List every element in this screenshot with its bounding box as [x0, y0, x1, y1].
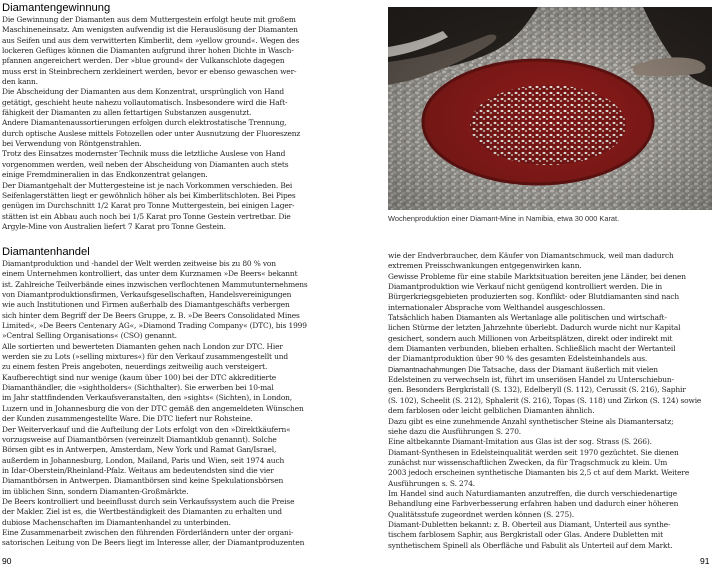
heading-diamantengewinnung: Diamantengewinnung [2, 2, 111, 14]
left-column [2, 2, 357, 232]
text-line: durch optische Auslese mittels Fotozellen oder unter Ausnutzung der Fluoreszenz [2, 128, 301, 138]
text-line: im üblichen Sinn, sondern Diamanten-Großmärkte. [2, 486, 189, 496]
text-line: 2003 jedoch erscheinen synthetische Diamanten bis 2,5 ct auf dem Markt. Weitere [388, 468, 690, 478]
text-line: wie der Endverbraucher, dem Käufer von Diamantschmuck, weil man dadurch [388, 251, 674, 260]
text-line: Edelsteinen zu verwechseln ist, führt im unseriösen Handel zu Unterschiebun- [388, 375, 674, 385]
text-line: außerdem in Johannesburg, London, Mailand, Paris und Wien, seit 1974 auch [2, 455, 285, 465]
text-line: satorischen Leitung von De Beers liegt im Interesse aller, der Diamantproduzenten [2, 538, 305, 548]
text-line: wie auch Institutionen und Firmen außerhalb des Diamantgeschäfts verbergen [2, 300, 290, 310]
text-line: stätten ist ein Abbau auch noch bei 1/5 Karat pro Tonne Gestein vertretbar. Die [2, 211, 291, 221]
text-line: De Beers kontrolliert und beeinflusst durch sein Verkaufssystem auch die Preise [2, 496, 295, 506]
text-line: muss erst in Steinbrechern zerkleinert werden, bevor er ebenso gewaschen wer- [2, 66, 297, 76]
text-line: »Central Selling Organisations« (CSO) genannt. [2, 331, 177, 341]
left-column-lower [2, 246, 357, 549]
text-line: Tatsächlich haben Diamanten als Wertanlage alle politischen und wirtschaft- [388, 313, 667, 323]
photo-illustration [388, 7, 712, 210]
text-line: Dazu gibt es eine zunehmende Anzahl synthetischer Steine als Diamantersatz; [388, 416, 674, 426]
text-line: Im Handel sind auch Naturdiamanten anzutreffen, die durch verschiedenartige [388, 488, 677, 498]
text-line: Maschineneinsatz. Am wenigsten aufwendig ist die Herauslösung der Diamanten [2, 25, 298, 35]
text-line: synthetischem Spinell als Oberfläche und Fabulit als Unterteil auf dem Markt. [388, 540, 673, 550]
text-line: einige Fremdmineralien in das Endkonzentrat gelangen. [2, 170, 208, 180]
page-number-left: 90 [2, 556, 12, 566]
text-line: dubiose Machenschaften im Diamantenhandel zu unterbinden. [2, 517, 231, 527]
text-line: extremen Preisschwankungen entgegenwirken kann. [388, 261, 582, 271]
text-line: zu einem festen Preis angeboten, neuerdings zeitweilig auch versteigert. [2, 362, 268, 372]
text-line: Limited«, »De Beers Centenary AG«, »Diamond Trading Company« (DTC), bis 1999 [2, 321, 307, 331]
paragraph-marktsituation [388, 251, 720, 551]
text-line: Ausführungen s. S. 274. [388, 478, 475, 488]
paragraph-gewinnung [2, 15, 357, 232]
text-line: vorgenommen werden, weil neben der Abscheidung von Diamanten auch stets [2, 159, 289, 169]
text-line: siehe dazu die Ausführungen S. 270. [388, 426, 521, 436]
text-line: aus Seifen und aus dem verwitterten Kimberlit, dem »yellow ground«. Wegen des [2, 35, 300, 45]
text-line: Der Weiterverkauf und die Aufteilung der Lots erfolgt von den »Direktkäufern« [2, 424, 291, 434]
text-line: Der Diamantgehalt der Muttergesteine ist je nach Vorkommen verschieden. Bei [2, 180, 293, 190]
text-line: der Makler. Ziel ist es, die Wertbeständigkeit des Diamanten zu erhalten und [2, 507, 282, 517]
paragraph-handel [2, 259, 357, 549]
text-line: Eine altbekannte Diamant-Imitation aus Glas ist der sog. Strass (S. 266). [388, 437, 652, 447]
text-line: Seifenlagerstätten liegt er gewöhnlich höher als bei Kimberlitschloten. Bei Pipes [2, 190, 296, 200]
text-line: Alle sortierten und bewerteten Diamanten gehen nach London zur DTC. Hier [2, 341, 283, 351]
text-line: in Idar-Oberstein/Rheinland-Pfalz. Weitaus am bedeutendsten sind die vier [2, 465, 274, 475]
text-line: Bürgerkriegsgebieten produzierten sog. Konflikt- oder Blutdiamanten sind nach [388, 292, 680, 302]
text-line: Behandlung eine Farbverbesserung erfahren haben und dadurch einer höheren [388, 499, 679, 509]
text-line: Diamant-Dubletten bekannt: z. B. Oberteil aus Diamant, Unterteil aus synthe- [388, 519, 671, 529]
text-line: einem Unternehmen kontrolliert, das unter dem Kurznamen »De Beers« bekannt [2, 269, 298, 279]
text-line: Börsen gibt es in Antwerpen, Amsterdam, New York und Ramat Gan/Israel, [2, 445, 277, 455]
text-line: den kann. [2, 77, 38, 87]
text-line: Die Abscheidung der Diamanten aus dem Konzentrat, ursprünglich von Hand [2, 87, 284, 97]
heading-diamantenhandel: Diamantenhandel [2, 246, 90, 258]
text-line: lockeren Gefüges können die Diamanten aufgrund ihrer hohen Dichte in Wasch- [2, 46, 294, 56]
text-line: Qualitätsstufe zugeordnet werden können (S. 275). [388, 509, 575, 519]
text-line: der Kunden zusammengestellte Ware. Die DTC liefert nur Rohsteine. [2, 414, 253, 424]
text-line: von Diamantproduktionsfirmen, Verkaufsgesellschaften, Handelsvereinigungen [2, 290, 292, 300]
text-line: Gewisse Probleme für eine stabile Marktsituation bereiten jene Länder, bei denen [388, 271, 686, 281]
text-line: gen. Besonders Bergkristall (S. 132), Edelberyll (S. 112), Cerussit (S. 216), Saphir [388, 385, 686, 395]
text-line: bei Verwendung von Röntgenstrahlen. [2, 139, 142, 149]
right-column [388, 251, 720, 551]
text-line: pfannen angereichert werden. Der »blue ground« der Vulkanschlote dagegen [2, 56, 285, 66]
text-line: Diamantproduktion wie Verkauf nicht genügend kontrolliert werden. Die in [388, 282, 662, 292]
text-line: internationaler Absprache vom Welthandel ausgeschlossen. [388, 302, 606, 312]
text-line: der Diamantproduktion über 90 % des gesamten Edelsteinhandels aus. [388, 354, 648, 364]
text-line: Die Gewinnung der Diamanten aus dem Muttergestein erfolgt heute mit großem [2, 15, 296, 24]
text-line: im Jahr stattfindenden Verkaufsveranstalten, den »sights« (Sichten), in London, [2, 393, 293, 403]
text-line: genügen im Durchschnitt 1/2 Karat pro Tonne Muttergestein, bei einigen Lager- [2, 201, 295, 211]
diamond-sorting-photo [388, 7, 712, 210]
text-line: Andere Diamantenaussortierungen erfolgen durch elektrostatische Trennung, [2, 118, 287, 128]
text-line: Diamanthändler, die »sightholders« (Sichthalter). Sie erwerben bei 10-mal [2, 383, 274, 393]
text-line: ist. Zahlreiche Teilverbände eines inzwischen verflochtenen Mammutunternehmens [2, 279, 308, 289]
runin-text: Die Tatsache, dass der Diamant äußerlich mit vielen [465, 364, 658, 374]
text-line: getätigt, geschieht heute nahezu vollautomatisch. Insbesondere wird die Haft- [2, 97, 288, 107]
text-line: vorzugsweise auf Diamantbörsen (vereinzelt Diamantklub genannt). Solche [2, 434, 277, 444]
text-line: Diamantbörsen in Antwerpen. Diamantbörsen sind keine Spekulationsbörsen [2, 476, 284, 486]
text-line: Eine Zusammenarbeit zwischen den führenden Förderländern unter der organi- [2, 527, 294, 537]
text-line: zunächst nur wissenschaftlichen Zwecken, da für Tragschmuck zu klein. Um [388, 457, 668, 467]
runin-heading-diamantnachahmungen: Diamantnachahmungen [388, 364, 466, 374]
text-line: dem Diamanten verbunden, blieben erhalten. Schließlich macht der Wertanteil [388, 344, 676, 354]
text-line: gesichert, sondern auch Millionen von Arbeitsplätzen, direkt oder indirekt mit [388, 333, 673, 343]
text-line: dem farblosen oder leicht gelblichen Diamanten ähnlich. [388, 406, 595, 416]
text-line: Trotz des Einsatzes modernster Technik muss die letztliche Auslese von Hand [2, 149, 286, 159]
text-line: tischem farblosem Saphir, aus Bergkristall oder Glas. Andere Dubletten mit [388, 530, 663, 540]
text-line: fähigkeit der Diamanten zu allen fettartigen Substanzen ausgenutzt. [2, 108, 252, 118]
text-line: lichen Stürme der letzten Jahrzehnte überlebt. Dadurch wurde nicht nur Kapital [388, 323, 681, 333]
text-line: werden sie zu Lots (»selling mixtures«) für den Verkauf zusammengestellt und [2, 352, 289, 362]
text-line: Luzern und in Johannesburg die von der DTC gemäß den angemeldeten Wünschen [2, 403, 304, 413]
text-line: (S. 102), Scheelit (S. 212), Sphalerit (S. 216), Topas (S. 118) und Zirkon (S. 124) sowie [388, 395, 702, 405]
text-line: Diamant-Synthesen in Edelsteinqualität werden seit 1970 gezüchtet. Sie dienen [388, 447, 679, 457]
text-line [388, 365, 720, 375]
page-number-right: 91 [700, 556, 710, 566]
text-line: Diamantproduktion und -handel der Welt werden zeitweise bis zu 80 % von [2, 259, 276, 268]
photo-caption: Wochenproduktion einer Diamant-Mine in Namibia, etwa 30 000 Karat. [388, 214, 620, 223]
text-line: sich hinter dem Begriff der De Beers Gruppe, z. B. »De Beers Consolidated Mines [2, 310, 300, 320]
text-line: Kaufberechtigt sind nur wenige (kaum über 100) bei der DTC akkreditierte [2, 372, 277, 382]
text-line: Argyle-Mine von Australien liefert 7 Karat pro Tonne Gestein. [2, 221, 226, 231]
